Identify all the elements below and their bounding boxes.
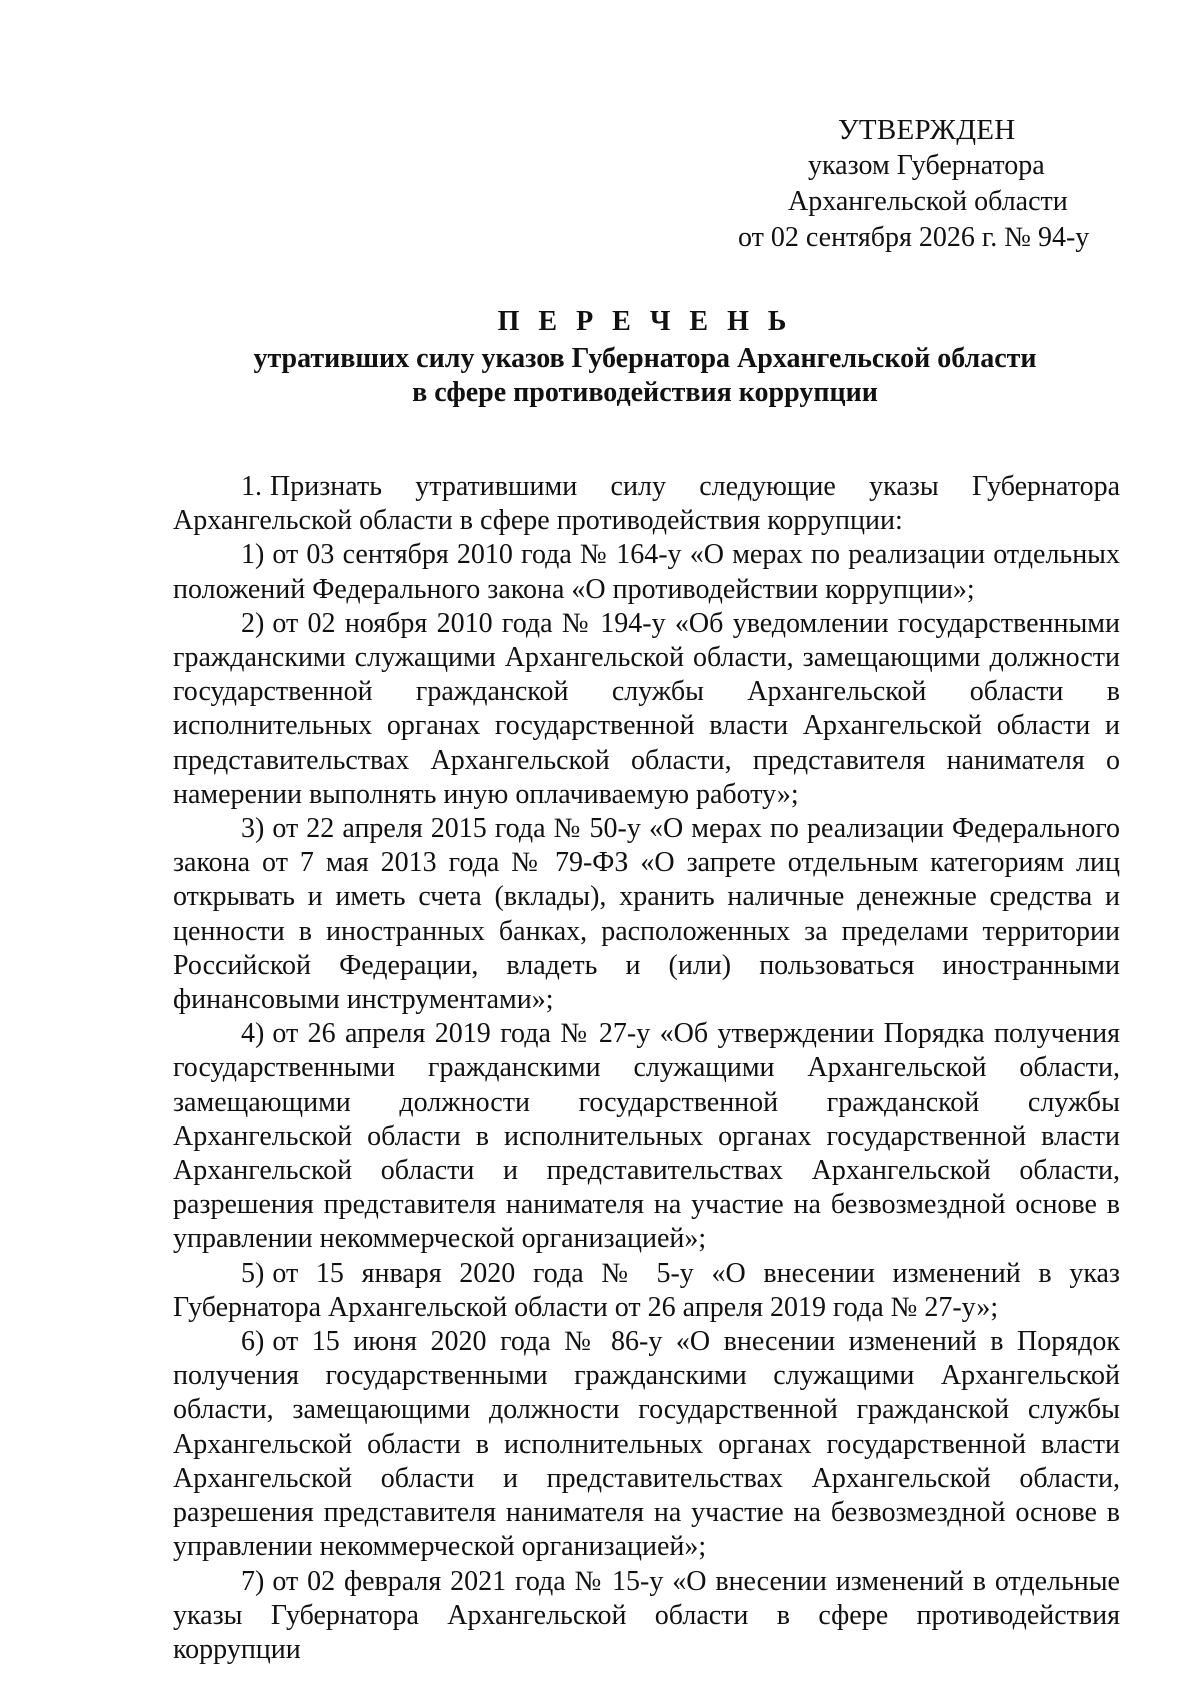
list-item-text: от 02 ноября 2010 года № 194-у «Об уведомлении государственными гражданскими служащими Архангельской области, замещающими должности государственной гражданской службы Архангельской области в исполнительных органах государственной власти Архангельской области и представительствах Архангельской области, представителя нанимателя о намерении выполнять иную оплачиваемую работу»; [173,607,1120,810]
list-item-number: 3) [241,813,265,845]
approval-line-date: от 02 сентября 2026 г. № 94-у [738,222,1090,253]
list-item [173,607,1120,812]
title-subtitle-line-1: утративших силу указов Губернатора Архангельской области [253,343,1037,374]
approval-heading: УТВЕРЖДЕН [838,114,1016,146]
list-item-number: 6) [241,1326,265,1358]
intro-paragraph [173,470,1120,538]
title-main: П Е Р Е Ч Е Н Ь [497,306,793,337]
title-subtitle-line-2: в сфере противодействия коррупции [412,377,878,408]
list-item-text: от 02 февраля 2021 года № 15-у «О внесении изменений в отдельные указы Губернатора Архангельской области в сфере противодействия коррупции [173,1565,1120,1665]
list-item-number: 1) [241,539,265,571]
list-item-number: 2) [241,607,265,639]
list-item-text: от 03 сентября 2010 года № 164-у «О мерах по реализации отдельных положений Федерального закона «О противодействии коррупции»; [173,539,1120,605]
list-item-number: 4) [241,1018,265,1050]
approval-stamp [720,112,1120,256]
intro-number: 1. [241,471,262,502]
list-item [173,812,1120,1017]
list-item-text: от 26 апреля 2019 года № 27-у «Об утверждении Порядка получения государственными гражданскими служащими Архангельской области, замещающими должности государственной гражданской службы Архангельской области в исполнительных органах государственной власти Архангельской области и представительствах Архангельской области, разрешения представителя нанимателя на участие на безвозмездной основе в управлении некоммерческой организацией»; [173,1018,1120,1255]
list-item [173,1017,1120,1256]
list-item [173,538,1120,606]
list-item-number: 7) [241,1565,265,1597]
intro-text: Признать утратившими силу следующие указы Губернатора Архангельской области в сфере противодействия коррупции: [173,471,1120,537]
list-item-text: от 15 июня 2020 года № 86-у «О внесении изменений в Порядок получения государственными гражданскими служащими Архангельской области, замещающими должности государственной гражданской службы Архангельской области в исполнительных органах государственной власти Архангельской области и представительствах Архангельской области, разрешения представителя нанимателя на участие на безвозмездной основе в управлении некоммерческой организацией»; [173,1326,1120,1563]
approval-line-region: Архангельской области [788,186,1068,217]
list-item-number: 5) [241,1257,265,1289]
list-item [173,1325,1120,1564]
list-item-text: от 15 января 2020 года № 5-у «О внесении изменений в указ Губернатора Архангельской области от 26 апреля 2019 года № 27-у»; [173,1257,1120,1323]
list-item-text: от 22 апреля 2015 года № 50-у «О мерах по реализации Федерального закона от 7 мая 2013 года № 79-ФЗ «О запрете отдельным категориям лиц открывать и иметь счета (вклады), хранить наличные денежные средства и ценности в иностранных банках, расположенных за пределами территории Российской Федерации, владеть и (или) пользоваться иностранными финансовыми инструментами»; [173,813,1120,1016]
list-item [173,1257,1120,1325]
document-body [173,470,1120,1667]
approval-line-decree: указом Губернатора [808,150,1045,181]
list-item [173,1565,1120,1668]
document-title [170,304,1120,410]
